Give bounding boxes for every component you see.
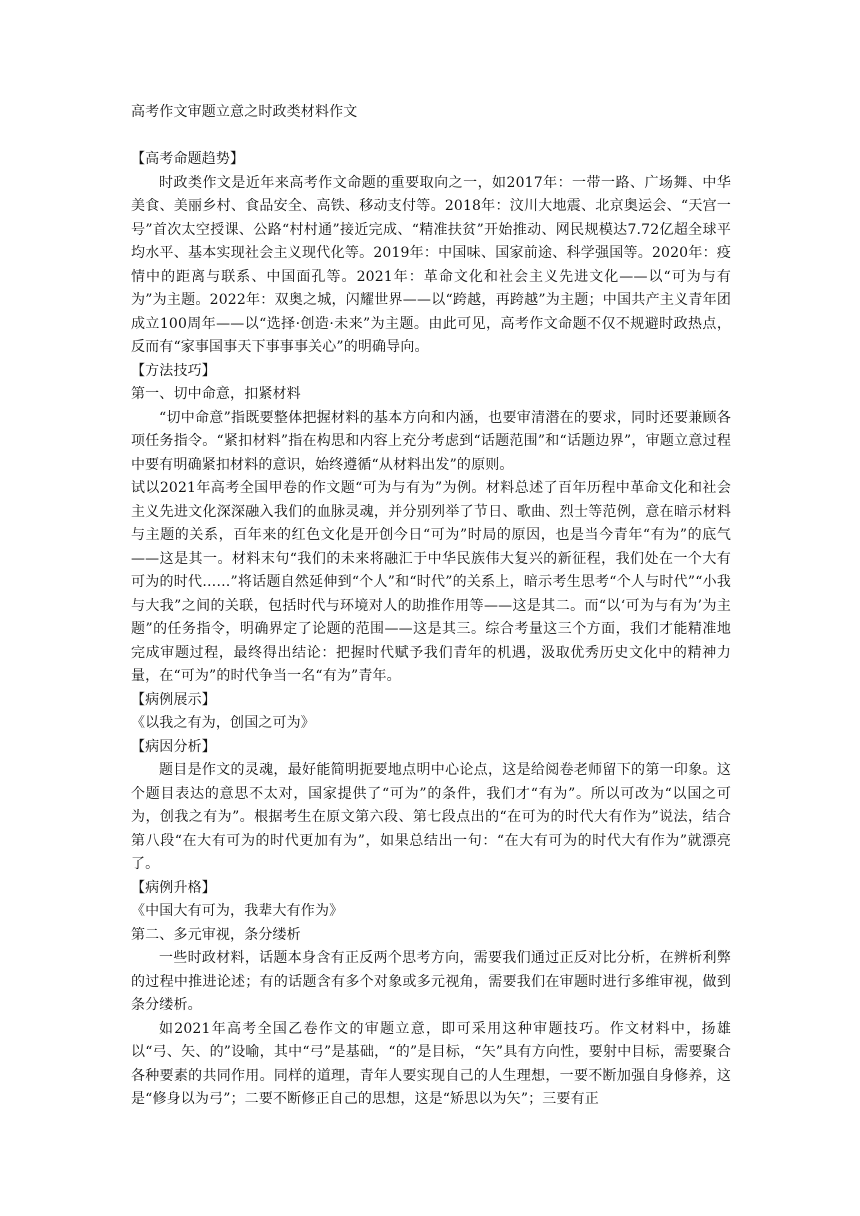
document-page [131, 101, 731, 1112]
case-heading: 【病例展示】 [131, 691, 216, 708]
case-essay-title: 《以我之有为，创国之可为》 [131, 715, 315, 731]
analysis-paragraph: 题目是作文的灵魂，最好能简明扼要地点明中心论点，这是给阅卷老师留下的第一印象。这个题目表达的意思不太对，国家提供了“可为”的条件，我们才“有为”。所以可改为“以国之可为，创我之有为”。根据考生在原文第六段、第七段点出的“在可为的时代大有作为”说法，结合第八段“在大有可为的时代更加有为”，如果总结出一句：“在大有可为的时代大有作为”就漂亮了。 [131, 762, 731, 872]
analysis-heading: 【病因分析】 [131, 738, 216, 755]
method1-title: 第一、切中命意，扣紧材料 [131, 386, 301, 402]
method2-example-paragraph: 如2021年高考全国乙卷作文的审题立意，即可采用这种审题技巧。作文材料中，扬雄以“弓、矢、的”设喻，其中“弓”是基础，“的”是目标，“矢”具有方向性，要射中目标，需要聚合各种要素的共同作用。同样的道理，青年人要实现自己的人生理想，一要不断加强自身修养，这是“修身以为弓”；二要不断修正自己的思想，这是“矫思以为矢”；三要有正 [131, 1020, 731, 1107]
upgrade-essay-title: 《中国大有可为，我辈大有作为》 [131, 903, 344, 919]
document-title: 高考作文审题立意之时政类材料作文 [131, 104, 358, 120]
method1-paragraph: “切中命意”指既要整体把握材料的基本方向和内涵，也要审清潜在的要求，同时还要兼顾各项任务指令。“紧扣材料”指在构思和内容上充分考虑到“话题范围”和“话题边界”，审题立意过程中要有明确紧扣材料的意识，始终遵循“从材料出发”的原则。 [131, 409, 731, 473]
method2-paragraph: 一些时政材料，话题本身含有正反两个思考方向，需要我们通过正反对比分析，在辨析利弊的过程中推进论述；有的话题含有多个对象或多元视角，需要我们在审题时进行多维审视，做到条分缕析。 [131, 950, 731, 1013]
upgrade-heading: 【病例升格】 [131, 879, 216, 896]
method-heading: 【方法技巧】 [131, 362, 216, 379]
method1-example-paragraph: 试以2021年高考全国甲卷的作文题“可为与有为”为例。材料总述了百年历程中革命文化和社会主义先进文化深深融入我们的血脉灵魂，并分别列举了节日、歌曲、烈士等范例，意在暗示材料与主题的关系，百年来的红色文化是开创今日“可为”时局的原因，也是当今青年“有为”的底气——这是其一。材料末句“我们的未来将融汇于中华民族伟大复兴的新征程，我们处在一个大有可为的时代……”将话题自然延伸到“个人”和“时代”的关系上，暗示考生思考“个人与时代”“小我与大我”之间的关联，包括时代与环境对人的助推作用等——这是其二。而“以‘可为与有为’为主题”的任务指令，明确界定了论题的范围——这是其三。综合考量这三个方面，我们才能精准地完成审题过程，最终得出结论：把握时代赋予我们青年的机遇，汲取优秀历史文化中的精神力量，在“可为”的时代争当一名“有为”青年。 [131, 480, 731, 684]
blank-line [131, 125, 731, 149]
trend-heading: 【高考命题趋势】 [131, 151, 245, 167]
method2-title: 第二、多元审视，条分缕析 [131, 926, 301, 943]
trend-paragraph: 时政类作文是近年来高考作文命题的重要取向之一，如2017年：一带一路、广场舞、中华美食、美丽乡村、食品安全、高铁、移动支付等。2018年：汶川大地震、北京奥运会、“天宫一号”首次太空授课、公路“村村通”接近完成、“精准扶贫”开始推动、网民规模达7.72亿超全球平均水平、基本实现社会主义现代化等。2019年：中国味、国家前途、科学强国等。2020年：疫情中的距离与联系、中国面孔等。2021年：革命文化和社会主义先进文化——以“可为与有为”为主题。2022年：双奥之城，闪耀世界——以“跨越，再跨越”为主题；中国共产主义青年团成立100周年——以“选择·创造·未来”为主题。由此可见，高考作文命题不仅不规避时政热点，反而有“家事国事天下事事事关心”的明确导向。 [131, 174, 731, 355]
